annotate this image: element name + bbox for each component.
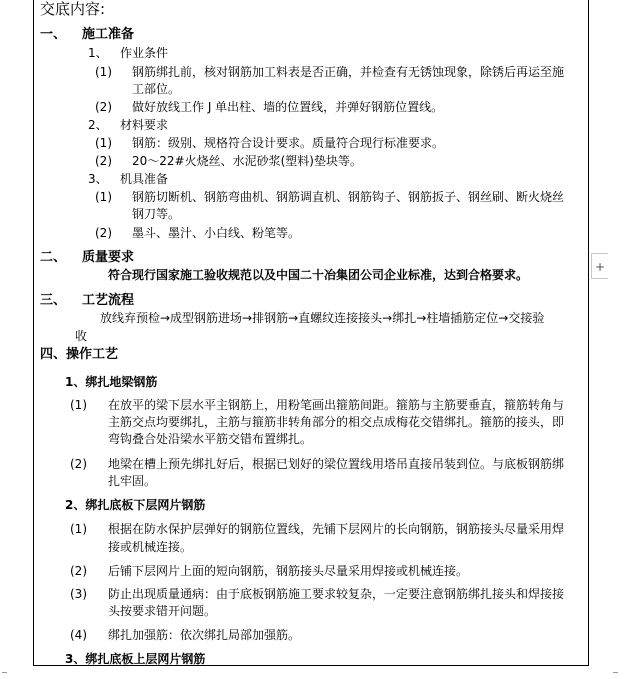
item-number: (2)	[95, 226, 112, 240]
section-1-number: 一、	[40, 27, 67, 42]
item-number: (3)	[70, 587, 87, 601]
item-text: 工部位。	[132, 82, 181, 96]
item-number: (1)	[70, 398, 87, 412]
sub-3-number: 3、	[88, 172, 108, 186]
process-text: 收	[75, 329, 88, 343]
sub-2-title: 材料要求	[120, 118, 169, 132]
item-text: 防止出现质量通病：由于底板钢筋施工要求较复杂，一定要注意钢筋绑扎接头和焊接接	[108, 587, 565, 601]
item-text: 钢筋绑扎前，核对钢筋加工料表是否正确，并检查有无锈蚀现象，除锈后再运至施	[132, 65, 565, 79]
section-2-number: 二、	[40, 250, 67, 265]
sub-1-title: 作业条件	[120, 46, 169, 60]
section-3-number: 三、	[40, 293, 67, 308]
item-text: 主筋交点均要绑扎，主筋与箍筋非转角部分的相交点成梅花交错绑扎。箍筋的接头，即	[108, 415, 565, 429]
item-text: 在放平的梁下层水平主钢筋上，用粉笔画出箍筋间距。箍筋与主筋要垂直，箍筋转角与	[108, 398, 565, 412]
item-text: 钢筋：级别、规格符合设计要求。质量符合现行标准要求。	[132, 136, 445, 150]
section-2-title: 质量要求	[82, 250, 135, 265]
quality-text: 符合现行国家施工验收规范以及中国二十冶集团公司企业标准，达到合格要求。	[108, 268, 529, 282]
sub-3-title: 机具准备	[120, 172, 169, 186]
item-number: (1)	[95, 190, 112, 204]
section-3-title: 工艺流程	[82, 293, 135, 308]
expand-tab[interactable]	[591, 253, 608, 279]
item-text: 接或机械连接。	[108, 540, 193, 554]
item-number: (1)	[95, 136, 112, 150]
item-text: 20～22#火烧丝、水泥砂浆(塑料)垫块等。	[132, 154, 362, 168]
item-number: (1)	[70, 522, 87, 536]
corner-mark	[613, 672, 618, 673]
item-number: (2)	[70, 457, 87, 471]
item-number: (1)	[95, 65, 112, 79]
item-text: 钢筋切断机、钢筋弯曲机、钢筋调直机、钢筋钩子、钢筋扳子、钢丝刷、断火烧丝	[132, 190, 565, 204]
section-4-title: 四、操作工艺	[40, 347, 119, 362]
section-1-title: 施工准备	[82, 27, 135, 42]
item-text: 后铺下层网片上面的短向钢筋，钢筋接头尽量采用焊接或机械连接。	[108, 564, 469, 578]
subsection-title: 2、绑扎底板下层网片钢筋	[65, 498, 206, 512]
item-number: (2)	[70, 564, 87, 578]
item-text: 钢刀等。	[132, 207, 181, 221]
item-number: (2)	[95, 154, 112, 168]
item-text: 根据在防水保护层弹好的钢筋位置线，先铺下层网片的长向钢筋，钢筋接头尽量采用焊	[108, 522, 565, 536]
corner-mark	[2, 672, 7, 673]
item-text: 绑扎加强筋：依次绑扎局部加强筋。	[108, 628, 301, 642]
item-text: 扎牢固。	[108, 474, 157, 488]
plus-icon: +	[594, 260, 606, 274]
item-text: 弯钩叠合处沿梁水平筋交错布置绑扎。	[108, 432, 313, 446]
item-text: 头按要求错开问题。	[108, 604, 217, 618]
item-text: 墨斗、墨汁、小白线、粉笔等。	[132, 226, 301, 240]
item-number: (4)	[70, 628, 87, 642]
sub-1-number: 1、	[88, 46, 108, 60]
subsection-title: 1、绑扎地梁钢筋	[65, 375, 158, 389]
item-text: 地梁在槽上预先绑扎好后，根据已划好的梁位置线用塔吊直接吊装到位。与底板钢筋绑	[108, 457, 565, 471]
subsection-title: 3、绑扎底板上层网片钢筋	[65, 652, 206, 666]
item-number: (2)	[95, 100, 112, 114]
sub-2-number: 2、	[88, 118, 108, 132]
item-text: 做好放线工作 J 单出柱、墙的位置线，并弹好钢筋位置线。	[132, 100, 444, 114]
doc-title: 交底内容:	[40, 0, 106, 18]
process-text: 放线弃预检→成型钢筋进场→排钢筋→直螺纹连接接头→绑扎→柱墙插筋定位→交接验	[100, 311, 545, 325]
